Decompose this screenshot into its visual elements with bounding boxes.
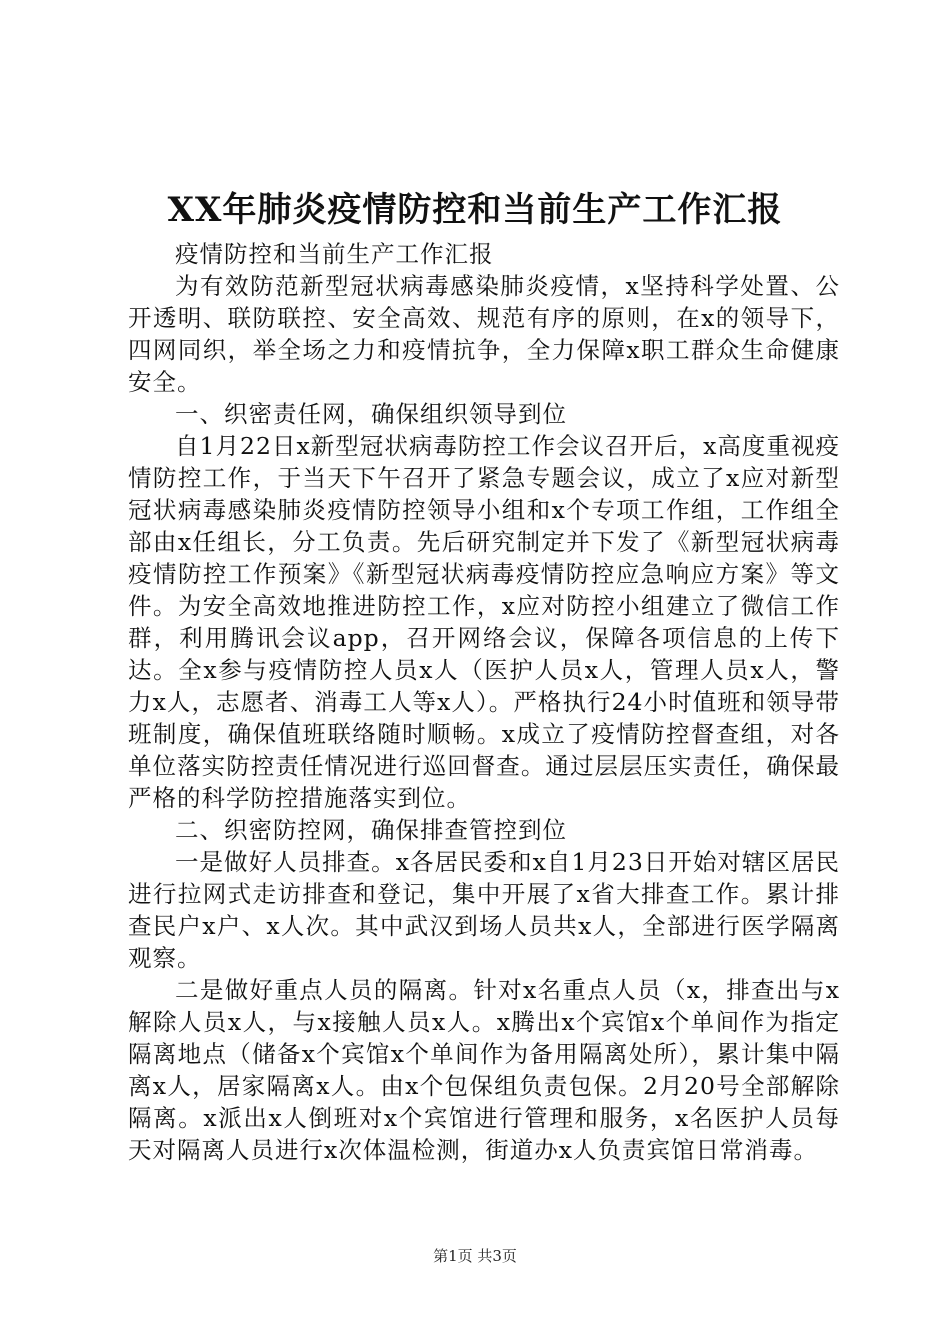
section-1-paragraph: 自1月22日x新型冠状病毒防控工作会议召开后，x高度重视疫情防控工作，于当天下午召开了紧急专题会议，成立了x应对新型冠状病毒感染肺炎疫情防控领导小组和x个专项工作组，工作组全部由x任组长，分工负责。先后研究制定并下发了《新型冠状病毒疫情防控工作预案》《新型冠状病毒疫情防控应急响应方案》等文件。为安全高效地推进防控工作，x应对防控小组建立了微信工作群，利用腾讯会议app，召开网络会议，保障各项信息的上传下达。全x参与疫情防控人员x人（医护人员x人，管理人员x人，警力x人，志愿者、消毒工人等x人）。严格执行24小时值班和领导带班制度，确保值班联络随时顺畅。x成立了疫情防控督查组，对各单位落实防控责任情况进行巡回督查。通过层层压实责任，确保最严格的科学防控措施落实到位。: [128, 432, 840, 812]
subtitle-paragraph: 疫情防控和当前生产工作汇报: [175, 240, 494, 268]
section-heading-1: 一、织密责任网，确保组织领导到位: [175, 400, 567, 428]
page-number-footer: 第1页 共3页: [433, 1247, 517, 1265]
section-2-paragraph-1: 一是做好人员排查。x各居民委和x自1月23日开始对辖区居民进行拉网式走访排查和登记，集中开展了x省大排查工作。累计排查民户x户、x人次。其中武汉到场人员共x人，全部进行医学隔离观察。: [128, 848, 840, 972]
document-body: [128, 238, 840, 1166]
intro-paragraph: 为有效防范新型冠状病毒感染肺炎疫情，x坚持科学处置、公开透明、联防联控、安全高效、规范有序的原则，在x的领导下，四网同织，举全场之力和疫情抗争，全力保障x职工群众生命健康安全。: [128, 272, 840, 396]
section-heading-2: 二、织密防控网，确保排查管控到位: [175, 816, 567, 844]
document-title: XX年肺炎疫情防控和当前生产工作汇报: [167, 190, 783, 230]
section-2-paragraph-2: 二是做好重点人员的隔离。针对x名重点人员（x，排查出与x解除人员x人，与x接触人员x人。x腾出x个宾馆x个单间作为指定隔离地点（储备x个宾馆x个单间作为备用隔离处所），累计集中隔离x人，居家隔离x人。由x个包保组负责包保。2月20号全部解除隔离。x派出x人倒班对x个宾馆进行管理和服务，x名医护人员每天对隔离人员进行x次体温检测，街道办x人负责宾馆日常消毒。: [128, 976, 840, 1164]
